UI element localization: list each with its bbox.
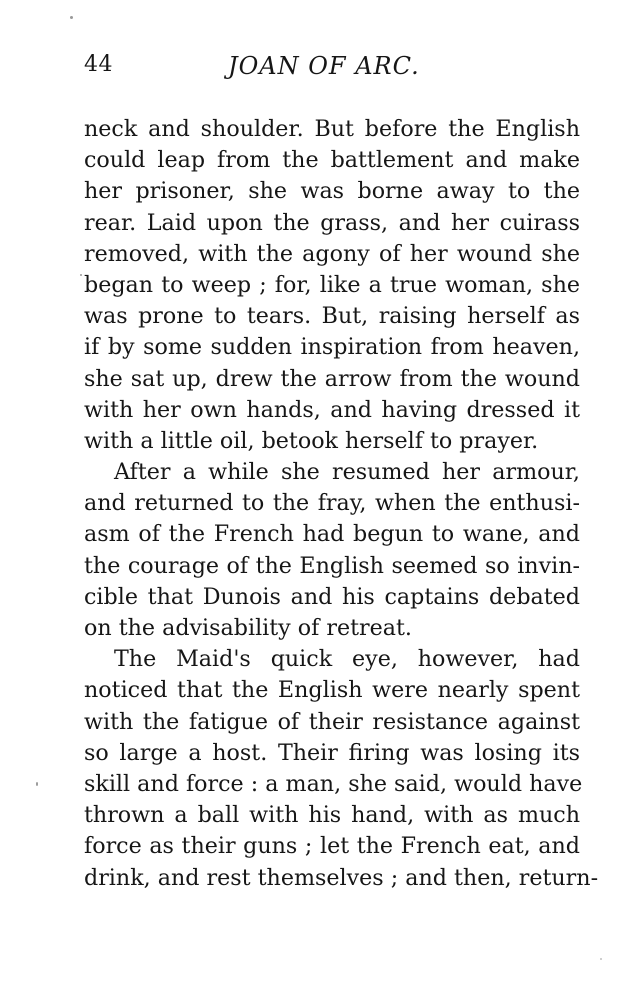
- text-line: she sat up, drew the arrow from the wound: [84, 365, 580, 392]
- text-line: with her own hands, and having dressed it: [84, 396, 580, 423]
- text-line: was prone to tears. But, raising herself as: [84, 303, 580, 330]
- text-line: skill and force : a man, she said, would have: [84, 770, 583, 797]
- print-speck: [80, 274, 82, 276]
- page-number: 44: [84, 52, 113, 77]
- page-header: [84, 52, 584, 86]
- print-speck: [70, 16, 73, 19]
- text-line: asm of the French had begun to wane, and: [84, 521, 580, 548]
- text-line: on the advisability of retreat.: [84, 615, 412, 641]
- text-line: and returned to the fray, when the enthusi-: [84, 490, 580, 517]
- text-line: her prisoner, she was borne away to the: [84, 178, 580, 205]
- paragraph: [84, 114, 580, 457]
- paragraph: [84, 457, 580, 644]
- body-text: [84, 114, 599, 894]
- text-line: could leap from the battlement and make: [84, 147, 580, 174]
- running-title: JOAN OF ARC.: [228, 52, 420, 80]
- text-line: drink, and rest themselves ; and then, return-: [84, 864, 599, 891]
- print-speck: [36, 782, 38, 786]
- text-line: began to weep ; for, like a true woman, she: [84, 271, 580, 298]
- text-line: the courage of the English seemed so invin-: [84, 552, 580, 579]
- paragraph: [84, 644, 599, 894]
- text-line: force as their guns ; let the French eat, and: [84, 833, 580, 860]
- text-line: neck and shoulder. But before the English: [84, 116, 580, 142]
- text-line: cible that Dunois and his captains debated: [84, 583, 580, 610]
- text-line: noticed that the English were nearly spent: [84, 677, 580, 704]
- text-line: thrown a ball with his hand, with as much: [84, 802, 580, 829]
- text-line: with the fatigue of their resistance against: [84, 708, 580, 735]
- text-line: so large a host. Their firing was losing its: [84, 739, 580, 766]
- text-line: After a while she resumed her armour,: [114, 459, 580, 486]
- text-line: The Maid's quick eye, however, had: [114, 646, 580, 673]
- text-line: if by some sudden inspiration from heaven,: [84, 334, 580, 361]
- text-line: with a little oil, betook herself to prayer.: [84, 427, 539, 454]
- text-line: rear. Laid upon the grass, and her cuirass: [84, 209, 580, 236]
- text-line: removed, with the agony of her wound she: [84, 240, 580, 267]
- print-speck: [600, 958, 602, 960]
